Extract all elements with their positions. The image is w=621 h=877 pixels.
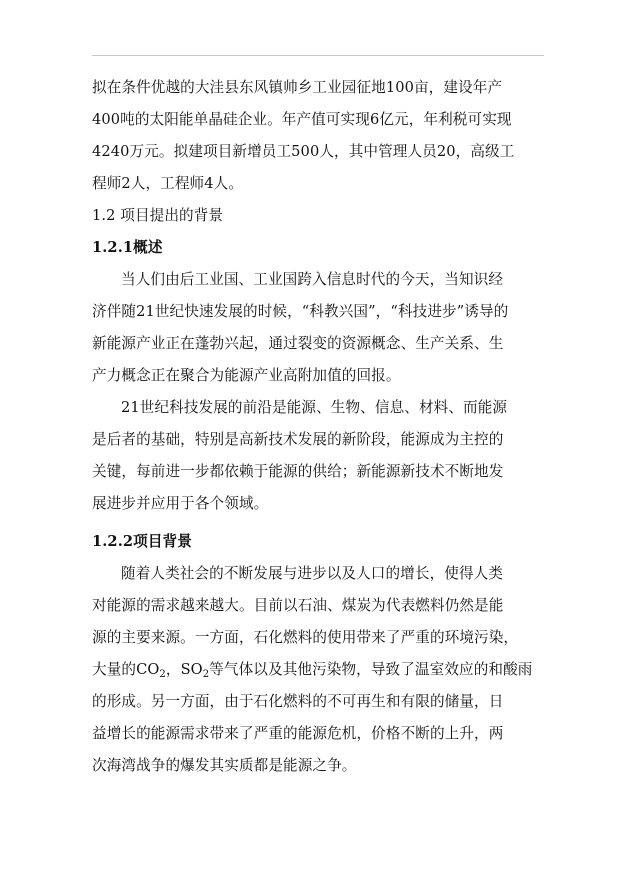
- body-text-line: 关键，每前进一步都依赖于能源的供给；新能源新技术不断地发: [92, 463, 504, 480]
- body-text-line: 随着人类社会的不断发展与进步以及人口的增长，使得人类: [121, 565, 504, 582]
- body-text-line: 21世纪科技发展的前沿是能源、生物、信息、材料、而能源: [121, 399, 508, 416]
- section-heading-1-2: 1.2 项目提出的背景: [92, 207, 224, 224]
- body-text-line: 新能源产业正在蓬勃兴起，通过裂变的资源概念、生产关系、生: [92, 335, 504, 352]
- subscript: 2: [202, 669, 210, 680]
- body-text-line: 的形成。另一方面，由于石化燃料的不可再生和有限的储量，日: [92, 693, 504, 710]
- body-text-line: 源的主要来源。一方面，石化燃料的使用带来了严重的环境污染，: [92, 629, 519, 646]
- body-text-line: 益增长的能源需求带来了严重的能源危机，价格不断的上升，两: [92, 725, 504, 742]
- body-text-line: 对能源的需求越来越大。目前以石油、煤炭为代表燃料仍然是能: [92, 597, 504, 614]
- body-text-line: 展进步并应用于各个领域。: [92, 495, 269, 512]
- page-header-rule: [92, 55, 544, 56]
- body-text-line: 次海湾战争的爆发其实质都是能源之争。: [92, 757, 357, 774]
- section-heading-1-2-1: 1.2.1概述: [92, 239, 163, 256]
- body-text-line: 当人们由后工业国、工业国跨入信息时代的今天，当知识经: [121, 271, 504, 288]
- text-span: 等气体以及其他污染物，导致了温室效应的和酸雨: [209, 661, 533, 678]
- body-text-line-formula: [92, 654, 544, 686]
- body-text-line: 400吨的太阳能单晶硅企业。年产值可实现6亿元，年利税可实现: [92, 111, 512, 128]
- body-text-line: 4240万元。拟建项目新增员工500人，其中管理人员20，高级工: [92, 143, 515, 160]
- section-heading-1-2-2: 1.2.2项目背景: [92, 533, 192, 550]
- text-span: 大量的CO: [92, 661, 160, 678]
- body-text-line: 济伴随21世纪快速发展的时候，“科教兴国”，“科技进步”诱导的: [92, 303, 509, 320]
- paragraph-project-background: [92, 558, 544, 782]
- body-text-line: 产力概念正在聚合为能源产业高附加值的回报。: [92, 367, 401, 384]
- subscript: 2: [159, 669, 166, 680]
- body-text-line: 拟在条件优越的大洼县东风镇帅乡工业园征地100亩，建设年产: [92, 79, 503, 96]
- body-text-line: 程师2人，工程师4人。: [92, 175, 244, 192]
- text-span: ，SO: [165, 661, 203, 678]
- paragraph-overview-1: [92, 264, 544, 392]
- document-body: [92, 72, 544, 782]
- paragraph-overview-2: [92, 392, 544, 520]
- body-text-line: 是后者的基础，特别是高新技术发展的新阶段，能源成为主控的: [92, 431, 504, 448]
